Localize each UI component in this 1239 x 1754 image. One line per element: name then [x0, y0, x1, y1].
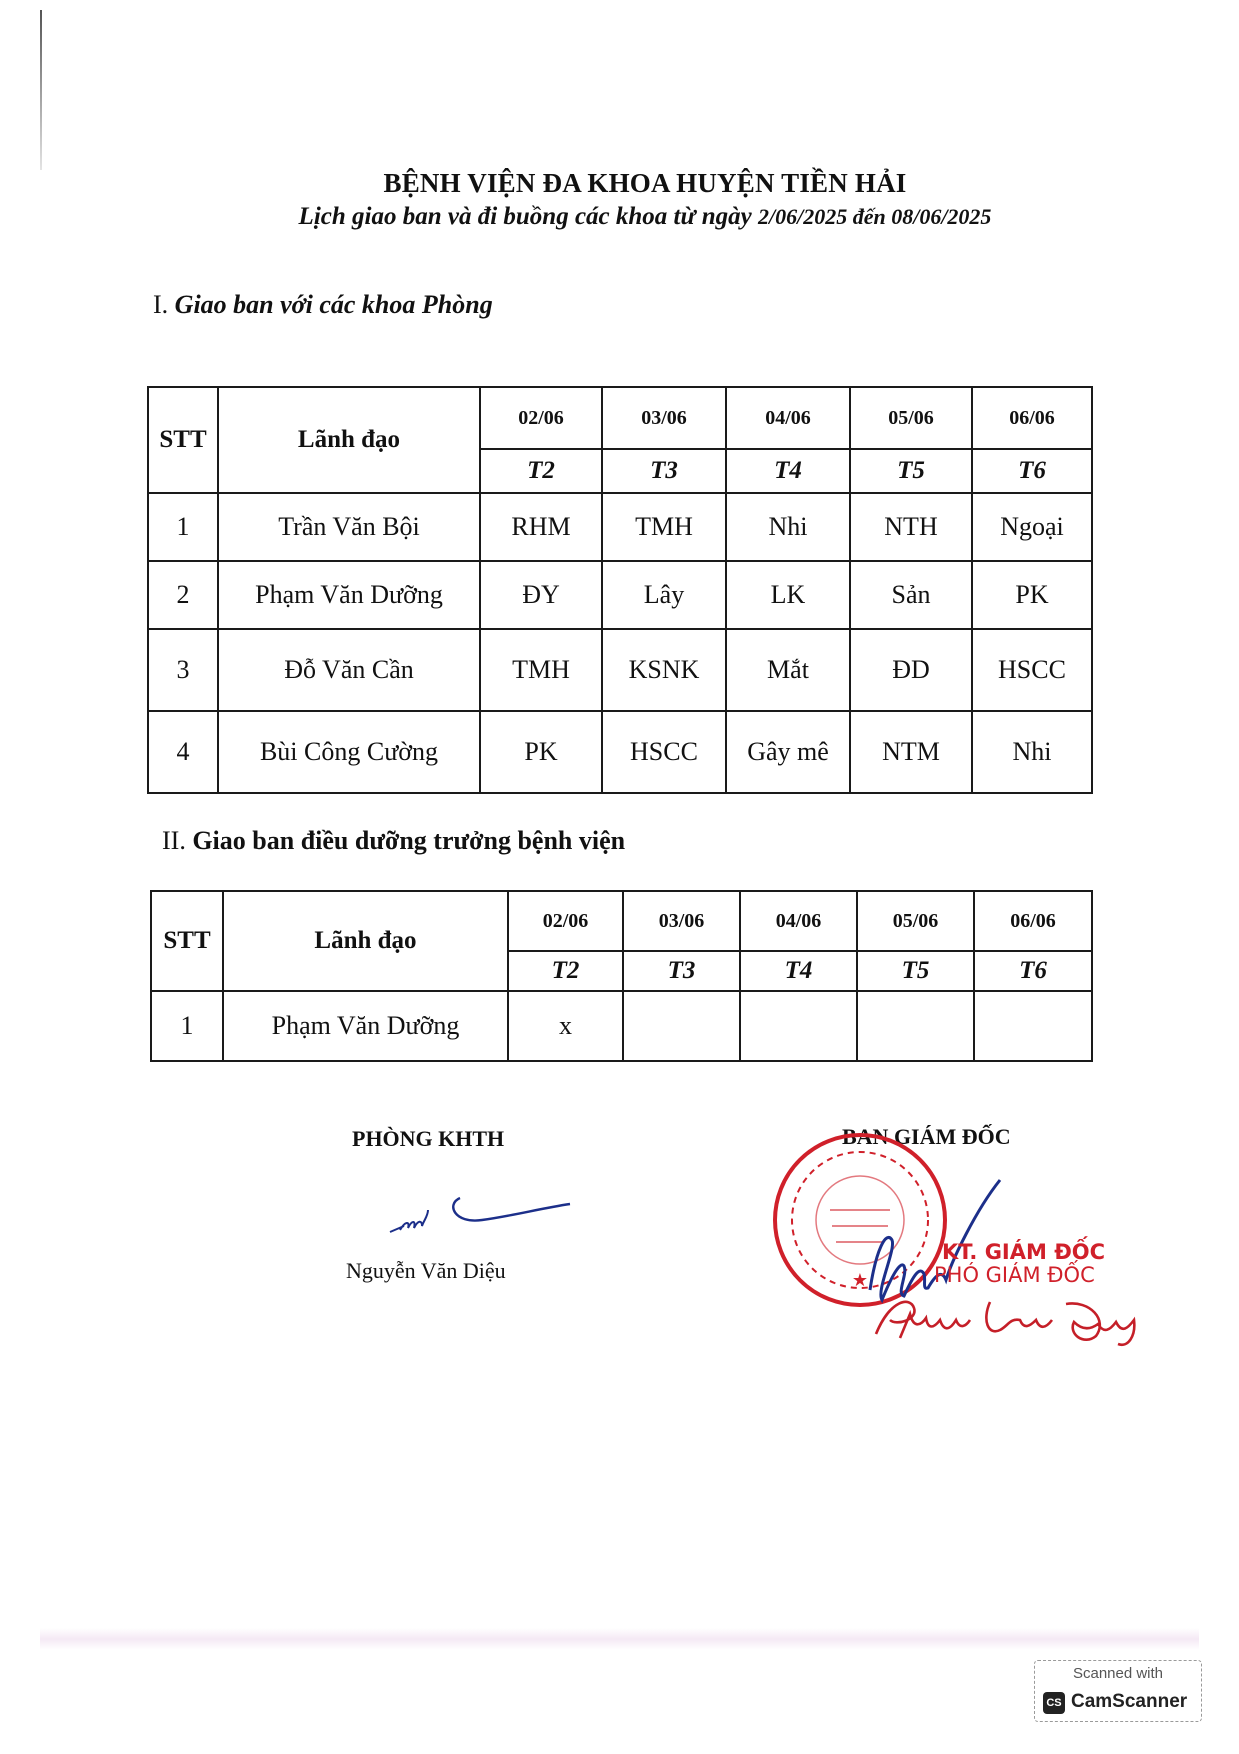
cell-dept: KSNK	[602, 629, 726, 711]
cell-dept: PK	[972, 561, 1092, 629]
stamp-line-2: PHÓ GIÁM ĐỐC	[934, 1263, 1095, 1287]
cell-dept: Nhi	[726, 493, 850, 561]
col-day: T2	[508, 951, 623, 991]
col-day: T4	[740, 951, 857, 991]
badge-top-text: Scanned with	[1072, 1665, 1164, 1682]
cell-dept: TMH	[480, 629, 602, 711]
table-row	[148, 561, 1092, 629]
scan-tint	[40, 1628, 1199, 1650]
left-signature-label: PHÒNG KHTH	[352, 1126, 505, 1151]
cell-dept: Lây	[602, 561, 726, 629]
col-date: 06/06	[974, 891, 1092, 951]
col-date: 04/06	[726, 387, 850, 449]
svg-text:★: ★	[851, 1270, 869, 1291]
col-date: 06/06	[972, 387, 1092, 449]
department-schedule-table	[147, 386, 1093, 794]
cell-stt: 1	[148, 493, 218, 561]
col-date: 05/06	[850, 387, 972, 449]
cell-dept: HSCC	[602, 711, 726, 793]
subtitle-dates: 2/06/2025 đến 08/06/2025	[757, 204, 992, 229]
col-day: T6	[974, 951, 1092, 991]
camscanner-logo-icon: CS	[1043, 1692, 1065, 1714]
cell-mark	[974, 991, 1092, 1061]
nursing-schedule-table	[150, 890, 1093, 1062]
cell-dept: ĐY	[480, 561, 602, 629]
col-leader: Lãnh đạo	[218, 387, 480, 493]
subtitle-text: Lịch giao ban và đi buồng các khoa từ ngày	[298, 203, 758, 230]
cell-dept: Gây mê	[726, 711, 850, 793]
col-day: T6	[972, 449, 1092, 493]
section-1-heading	[153, 290, 493, 320]
col-date: 05/06	[857, 891, 974, 951]
cell-leader: Bùi Công Cường	[218, 711, 480, 793]
col-date: 03/06	[602, 387, 726, 449]
section-1-number: I.	[153, 290, 169, 319]
cell-dept: NTM	[850, 711, 972, 793]
cell-dept: RHM	[480, 493, 602, 561]
col-day: T4	[726, 449, 850, 493]
stamp-line-1: KT. GIÁM ĐỐC	[942, 1240, 1106, 1264]
cell-dept: Nhi	[972, 711, 1092, 793]
cell-stt: 3	[148, 629, 218, 711]
left-signer-name: Nguyễn Văn Diệu	[346, 1258, 506, 1283]
col-day: T3	[602, 449, 726, 493]
cell-leader: Phạm Văn Dưỡng	[223, 991, 508, 1061]
col-stt: STT	[148, 387, 218, 493]
section-2-heading	[162, 826, 625, 856]
camscanner-badge	[1034, 1660, 1202, 1722]
cell-mark	[623, 991, 740, 1061]
cell-dept: PK	[480, 711, 602, 793]
col-day: T2	[480, 449, 602, 493]
cell-mark	[740, 991, 857, 1061]
col-stt: STT	[151, 891, 223, 991]
left-signature-icon	[382, 1180, 582, 1250]
cell-dept: LK	[726, 561, 850, 629]
col-day: T5	[857, 951, 974, 991]
table-row	[148, 629, 1092, 711]
table-row	[148, 493, 1092, 561]
section-2-title: Giao ban điều dưỡng trưởng bệnh viện	[192, 826, 626, 855]
section-2-number: II.	[162, 826, 186, 855]
col-date: 02/06	[480, 387, 602, 449]
cell-dept: Sản	[850, 561, 972, 629]
scan-edge-mark	[40, 10, 42, 170]
schedule-subtitle	[0, 203, 1239, 231]
handwritten-name-signature	[870, 1290, 1150, 1350]
table-row	[151, 991, 1092, 1061]
cell-dept: TMH	[602, 493, 726, 561]
badge-brand: CamScanner	[1071, 1691, 1188, 1712]
cell-mark	[857, 991, 974, 1061]
table-row	[148, 711, 1092, 793]
table-header-row	[148, 387, 1092, 449]
right-signature-label: BAN GIÁM ĐỐC	[842, 1124, 1011, 1149]
cell-mark: x	[508, 991, 623, 1061]
col-date: 03/06	[623, 891, 740, 951]
col-day: T3	[623, 951, 740, 991]
hospital-title: BỆNH VIỆN ĐA KHOA HUYỆN TIỀN HẢI	[383, 168, 907, 198]
cell-stt: 1	[151, 991, 223, 1061]
cell-dept: Mắt	[726, 629, 850, 711]
table-header-row	[151, 891, 1092, 951]
cell-dept: Ngoại	[972, 493, 1092, 561]
cell-stt: 2	[148, 561, 218, 629]
cell-dept: HSCC	[972, 629, 1092, 711]
col-date: 04/06	[740, 891, 857, 951]
cell-dept: ĐD	[850, 629, 972, 711]
col-day: T5	[850, 449, 972, 493]
col-leader: Lãnh đạo	[223, 891, 508, 991]
col-date: 02/06	[508, 891, 623, 951]
cell-leader: Phạm Văn Dưỡng	[218, 561, 480, 629]
section-1-title: Giao ban với các khoa Phòng	[174, 290, 493, 319]
cell-leader: Đỗ Văn Cần	[218, 629, 480, 711]
cell-stt: 4	[148, 711, 218, 793]
cell-leader: Trần Văn Bội	[218, 493, 480, 561]
cell-dept: NTH	[850, 493, 972, 561]
